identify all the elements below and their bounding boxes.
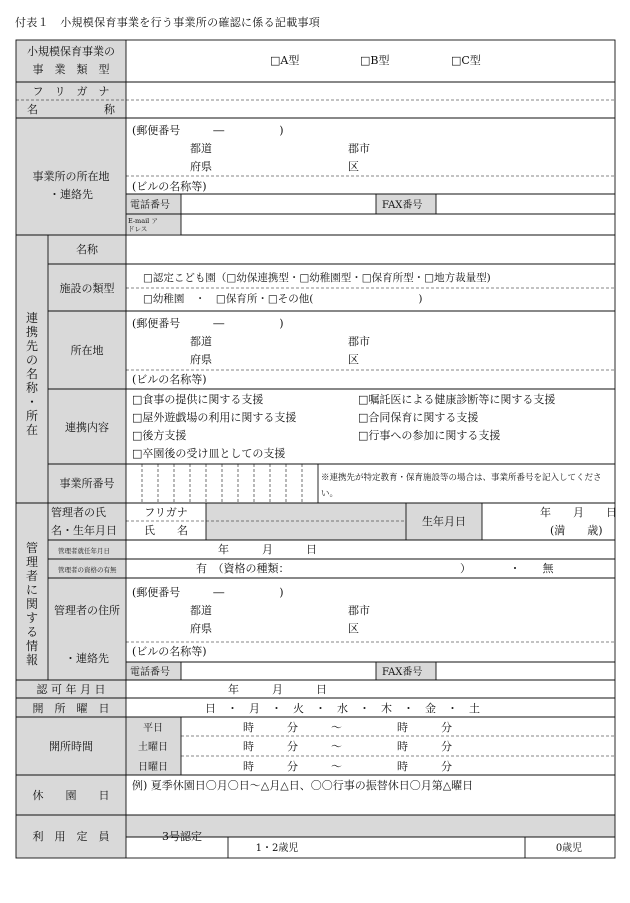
holiday-value: 例) 夏季休園日〇月〇日～△月△日、〇〇行事の振替休日〇月第△曜日 — [132, 779, 474, 792]
partner-group-char-3: の — [25, 353, 39, 367]
manager-birth-value: 年 月 日 — [540, 506, 617, 519]
manager-prefecture-2: 府県 — [190, 622, 212, 635]
office-fax-label: FAX番号 — [382, 200, 423, 211]
office-email-label-1: E-mail ア — [128, 217, 158, 225]
hours-saturday-value: 時 分 ～ 時 分 — [243, 740, 452, 753]
partner-prefecture: 都道 — [190, 335, 212, 348]
manager-name-label-2: 名・生年月日 — [51, 524, 117, 537]
hours-sunday-value: 時 分 ～ 時 分 — [243, 760, 452, 773]
partner-content-item-2[interactable]: □屋外遊戯場の利用に関する支援 — [132, 411, 297, 424]
partner-group-char-0: 連 — [25, 311, 39, 325]
partner-group-char-4: 名 — [25, 367, 39, 381]
partner-content-item-1[interactable]: □嘱託医による健康診断等に関する支援 — [358, 393, 556, 406]
partner-group-char-5: 称 — [25, 381, 39, 395]
partner-group-char-8: 在 — [25, 423, 39, 437]
partner-type-line-2[interactable]: □幼稚園 ・ □保育所・□その他( ) — [143, 293, 423, 305]
hours-saturday-label: 土曜日 — [138, 742, 168, 753]
furigana-label: フ リ ガ ナ — [32, 85, 110, 98]
hours-weekday-value: 時 分 ～ 時 分 — [243, 721, 452, 734]
manager-prefecture: 都道 — [190, 604, 212, 617]
partner-group-char-7: 所 — [25, 409, 39, 423]
facility-type-option-a[interactable]: □A型 — [270, 54, 300, 67]
manager-contact-label: ・連絡先 — [65, 652, 109, 665]
partner-content-label: 連携内容 — [65, 421, 109, 434]
form-title: 付表１ 小規模保育事業を行う事業所の確認に係る記載事項 — [15, 16, 321, 29]
hours-sunday-label: 日曜日 — [138, 762, 168, 773]
office-city: 郡市 — [348, 142, 370, 155]
manager-name-label-1: 管理者の氏 — [51, 506, 106, 519]
manager-city: 郡市 — [348, 604, 370, 617]
approval-label: 認 可 年 月 日 — [36, 683, 106, 696]
hours-label: 開所時間 — [49, 740, 93, 753]
capacity-age12-label: 1・2歳児 — [255, 843, 299, 854]
office-email-label-2: ドレス — [128, 225, 148, 233]
manager-age: (満 歳) — [550, 524, 603, 537]
partner-content-item-5[interactable]: □行事への参加に関する支援 — [358, 429, 501, 442]
manager-group-char-0: 管 — [25, 541, 39, 555]
office-address-label-1: 事業所の所在地 — [32, 170, 110, 183]
facility-type-option-b[interactable]: □B型 — [360, 54, 390, 67]
manager-group-char-7: 情 — [25, 639, 39, 653]
partner-city: 郡市 — [348, 335, 370, 348]
office-ward: 区 — [348, 160, 359, 173]
manager-group-char-5: す — [25, 611, 39, 625]
facility-type-label-1: 小規模保育事業の — [27, 45, 115, 58]
partner-type-line-1[interactable]: □認定こども園（□幼保連携型・□幼稚園型・□保育所型・□地方裁量型) — [143, 272, 491, 284]
hours-weekday-label: 平日 — [143, 723, 163, 734]
facility-type-label-2: 事 業 類 型 — [32, 63, 110, 76]
partner-office-number-note-2: い。 — [321, 489, 339, 499]
manager-furigana-label: フリガナ — [144, 506, 188, 519]
holiday-label: 休 園 日 — [32, 789, 110, 802]
label-shading — [16, 40, 615, 858]
manager-fax-label: FAX番号 — [382, 667, 423, 678]
manager-group-label — [26, 541, 38, 667]
manager-tenure-label: 管理者就任年月日 — [58, 547, 110, 555]
partner-office-number-label: 事業所番号 — [59, 477, 115, 490]
partner-office-number-note-1: ※連携先が特定教育・保育施設等の場合は、事業所番号を記入してくださ — [321, 473, 602, 483]
manager-qualification-value: 有 （資格の種類： ） ・ 無 — [196, 562, 554, 575]
partner-group-char-1: 携 — [25, 325, 39, 339]
office-phone-label: 電話番号 — [130, 200, 170, 211]
manager-building: (ビルの名称等) — [132, 645, 207, 658]
manager-tenure-value: 年 月 日 — [218, 543, 317, 556]
manager-birth-label: 生年月日 — [422, 515, 466, 528]
manager-ward: 区 — [348, 622, 359, 635]
partner-group-char-6: ・ — [25, 395, 39, 409]
manager-group-char-8: 報 — [25, 653, 39, 667]
manager-phone-label: 電話番号 — [130, 667, 170, 678]
partner-ward: 区 — [348, 353, 359, 366]
name-label: 名 称 — [27, 103, 115, 116]
manager-postal: (郵便番号 ― ) — [132, 586, 284, 599]
partner-content-item-0[interactable]: □食事の提供に関する支援 — [132, 393, 264, 406]
office-prefecture-2: 府県 — [190, 160, 212, 173]
manager-qualification-label: 管理者の資格の有無 — [58, 566, 117, 574]
partner-prefecture-2: 府県 — [190, 353, 212, 366]
partner-postal: (郵便番号 ― ) — [132, 317, 284, 330]
partner-group-label — [26, 310, 39, 437]
approval-value: 年 月 日 — [228, 683, 327, 696]
manager-group-char-1: 理 — [25, 555, 39, 569]
manager-group-char-3: に — [25, 583, 39, 597]
open-days-value: 日 ・ 月 ・ 火 ・ 水 ・ 木 ・ 金 ・ 土 — [205, 702, 480, 715]
office-postal: (郵便番号 ― ) — [132, 124, 284, 137]
open-days-label: 開 所 曜 日 — [32, 702, 110, 715]
manager-name-field-label: 氏 名 — [144, 524, 188, 537]
capacity-age0-label: 0歳児 — [555, 843, 583, 854]
capacity-type3-label: 3号認定 — [162, 830, 202, 843]
manager-group-char-2: 者 — [25, 569, 39, 583]
manager-address-label: 管理者の住所 — [54, 604, 120, 617]
capacity-label: 利 用 定 員 — [32, 830, 110, 843]
office-address-label-2: ・連絡先 — [49, 188, 93, 201]
office-building: (ビルの名称等) — [132, 180, 207, 193]
partner-group-char-2: 先 — [25, 339, 39, 353]
partner-type-label: 施設の類型 — [59, 282, 115, 295]
partner-content-item-6[interactable]: □卒園後の受け皿としての支援 — [132, 447, 286, 460]
partner-name-label: 名称 — [76, 243, 98, 256]
partner-address-label: 所在地 — [70, 344, 104, 357]
partner-building: (ビルの名称等) — [132, 373, 207, 386]
partner-content-item-3[interactable]: □合同保育に関する支援 — [358, 411, 479, 424]
manager-group-char-4: 関 — [25, 597, 39, 611]
facility-type-option-c[interactable]: □C型 — [451, 54, 481, 67]
partner-content-item-4[interactable]: □後方支援 — [132, 429, 187, 442]
manager-group-char-6: る — [25, 625, 39, 639]
office-prefecture: 都道 — [190, 142, 212, 155]
